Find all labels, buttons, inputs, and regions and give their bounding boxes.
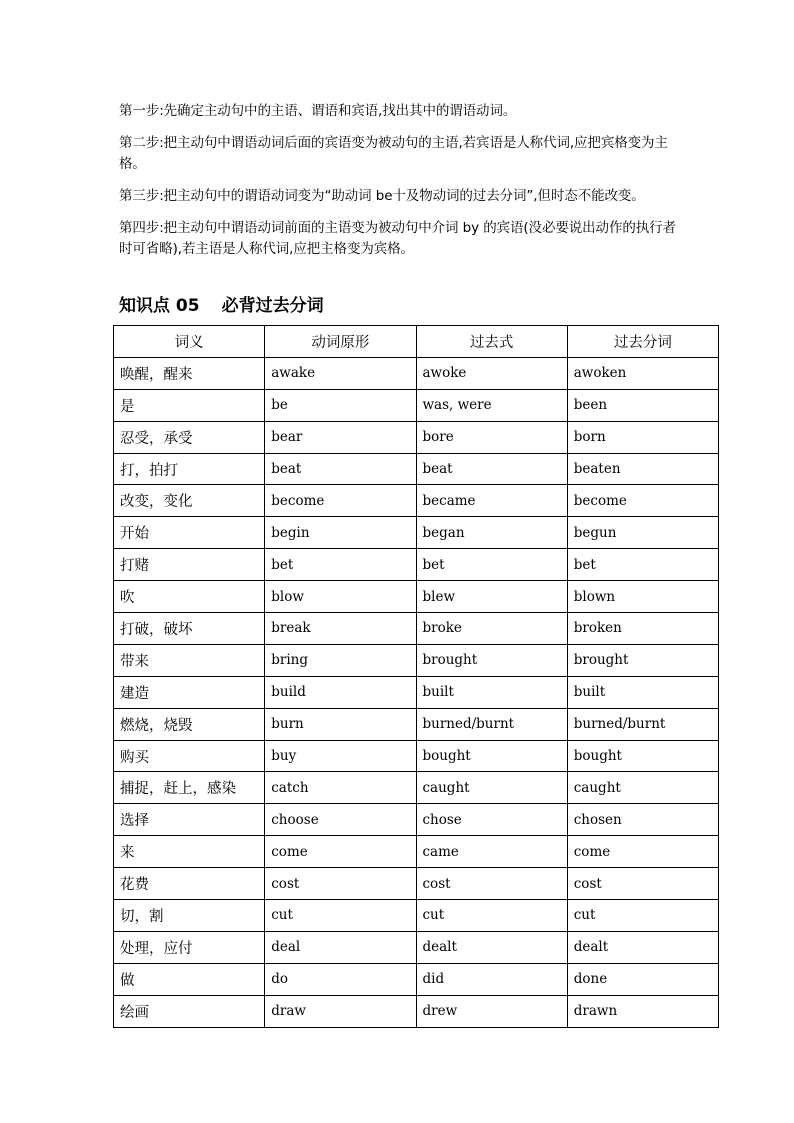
section-title-text: 必背过去分词 [221, 296, 324, 316]
past-tense-cell: chose [416, 804, 567, 836]
header-past-tense: 过去式 [416, 326, 567, 358]
past-participle-cell: blown [567, 581, 718, 613]
table-row [114, 421, 719, 453]
past-tense-cell: bore [416, 421, 567, 453]
table-row [114, 581, 719, 613]
base-form-cell: cost [265, 868, 416, 900]
past-participle-cell: beaten [567, 453, 718, 485]
passive-voice-steps [119, 101, 679, 271]
past-participle-cell: caught [567, 772, 718, 804]
past-participle-cell: bet [567, 549, 718, 581]
past-tense-cell: did [416, 963, 567, 995]
past-participle-cell: bought [567, 740, 718, 772]
header-past-participle: 过去分词 [567, 326, 718, 358]
base-form-cell: choose [265, 804, 416, 836]
past-participle-cell: done [567, 963, 718, 995]
past-participle-cell: cost [567, 868, 718, 900]
meaning-cell: 切，割 [114, 900, 265, 932]
past-participle-cell: burned/burnt [567, 708, 718, 740]
past-tense-cell: became [416, 485, 567, 517]
base-form-cell: begin [265, 517, 416, 549]
base-form-cell: burn [265, 708, 416, 740]
past-participle-cell: come [567, 836, 718, 868]
base-form-cell: draw [265, 995, 416, 1027]
past-participle-cell: broken [567, 613, 718, 645]
past-tense-cell: brought [416, 644, 567, 676]
base-form-cell: blow [265, 581, 416, 613]
table-row [114, 389, 719, 421]
past-tense-cell: awoke [416, 357, 567, 389]
meaning-cell: 唤醒，醒来 [114, 357, 265, 389]
past-tense-cell: cost [416, 868, 567, 900]
past-tense-cell: bet [416, 549, 567, 581]
past-tense-cell: bought [416, 740, 567, 772]
header-meaning: 词义 [114, 326, 265, 358]
table-row [114, 900, 719, 932]
table-row [114, 549, 719, 581]
past-participle-cell: been [567, 389, 718, 421]
past-participle-cell: begun [567, 517, 718, 549]
table-row [114, 836, 719, 868]
table-row [114, 485, 719, 517]
past-participle-cell: born [567, 421, 718, 453]
past-participle-cell: cut [567, 900, 718, 932]
meaning-cell: 打破，破坏 [114, 613, 265, 645]
past-tense-cell: caught [416, 772, 567, 804]
header-base-form: 动词原形 [265, 326, 416, 358]
base-form-cell: bring [265, 644, 416, 676]
table-row [114, 676, 719, 708]
meaning-cell: 购买 [114, 740, 265, 772]
past-participle-cell: built [567, 676, 718, 708]
past-tense-cell: dealt [416, 931, 567, 963]
meaning-cell: 燃烧，烧毁 [114, 708, 265, 740]
meaning-cell: 忍受，承受 [114, 421, 265, 453]
past-tense-cell: was, were [416, 389, 567, 421]
base-form-cell: deal [265, 931, 416, 963]
meaning-cell: 是 [114, 389, 265, 421]
table-row [114, 804, 719, 836]
base-form-cell: break [265, 613, 416, 645]
table-row [114, 772, 719, 804]
past-tense-cell: began [416, 517, 567, 549]
base-form-cell: catch [265, 772, 416, 804]
base-form-cell: buy [265, 740, 416, 772]
section-label: 知识点 05 [119, 296, 200, 316]
step-4: 第四步:把主动句中谓语动词前面的主语变为被动句中介词 by 的宾语(没必要说出动作的执行者时可省略),若主语是人称代词,应把主格变为宾格。 [119, 220, 676, 257]
past-participle-table [113, 325, 719, 1028]
past-participle-cell: drawn [567, 995, 718, 1027]
past-tense-cell: blew [416, 581, 567, 613]
base-form-cell: do [265, 963, 416, 995]
meaning-cell: 吹 [114, 581, 265, 613]
meaning-cell: 处理，应付 [114, 931, 265, 963]
step-3: 第三步:把主动句中的谓语动词变为“助动词 be十及物动词的过去分词”,但时态不能改变。 [119, 188, 645, 204]
past-tense-cell: burned/burnt [416, 708, 567, 740]
meaning-cell: 花费 [114, 868, 265, 900]
table-row [114, 995, 719, 1027]
table-row [114, 517, 719, 549]
base-form-cell: become [265, 485, 416, 517]
step-1: 第一步:先确定主动句中的主语、谓语和宾语,找出其中的谓语动词。 [119, 103, 517, 119]
past-tense-cell: cut [416, 900, 567, 932]
past-tense-cell: built [416, 676, 567, 708]
base-form-cell: build [265, 676, 416, 708]
base-form-cell: awake [265, 357, 416, 389]
table-row [114, 740, 719, 772]
table-row [114, 931, 719, 963]
table-row [114, 613, 719, 645]
meaning-cell: 选择 [114, 804, 265, 836]
meaning-cell: 开始 [114, 517, 265, 549]
table-header-row [114, 326, 719, 358]
past-participle-cell: chosen [567, 804, 718, 836]
table-row [114, 453, 719, 485]
table-body [114, 357, 719, 1027]
past-participle-cell: become [567, 485, 718, 517]
base-form-cell: beat [265, 453, 416, 485]
meaning-cell: 做 [114, 963, 265, 995]
table-row [114, 708, 719, 740]
meaning-cell: 绘画 [114, 995, 265, 1027]
meaning-cell: 打，拍打 [114, 453, 265, 485]
past-participle-cell: brought [567, 644, 718, 676]
meaning-cell: 带来 [114, 644, 265, 676]
meaning-cell: 打赌 [114, 549, 265, 581]
base-form-cell: bet [265, 549, 416, 581]
table-row [114, 963, 719, 995]
base-form-cell: come [265, 836, 416, 868]
section-heading [119, 291, 324, 316]
step-2: 第二步:把主动句中谓语动词后面的宾语变为被动句的主语,若宾语是人称代词,应把宾格变为主格。 [119, 135, 668, 172]
meaning-cell: 建造 [114, 676, 265, 708]
meaning-cell: 捕捉，赶上，感染 [114, 772, 265, 804]
base-form-cell: be [265, 389, 416, 421]
table-row [114, 644, 719, 676]
meaning-cell: 改变，变化 [114, 485, 265, 517]
past-participle-cell: awoken [567, 357, 718, 389]
base-form-cell: cut [265, 900, 416, 932]
base-form-cell: bear [265, 421, 416, 453]
past-tense-cell: came [416, 836, 567, 868]
meaning-cell: 来 [114, 836, 265, 868]
past-tense-cell: beat [416, 453, 567, 485]
past-tense-cell: drew [416, 995, 567, 1027]
past-participle-cell: dealt [567, 931, 718, 963]
table-row [114, 868, 719, 900]
table-row [114, 357, 719, 389]
past-tense-cell: broke [416, 613, 567, 645]
